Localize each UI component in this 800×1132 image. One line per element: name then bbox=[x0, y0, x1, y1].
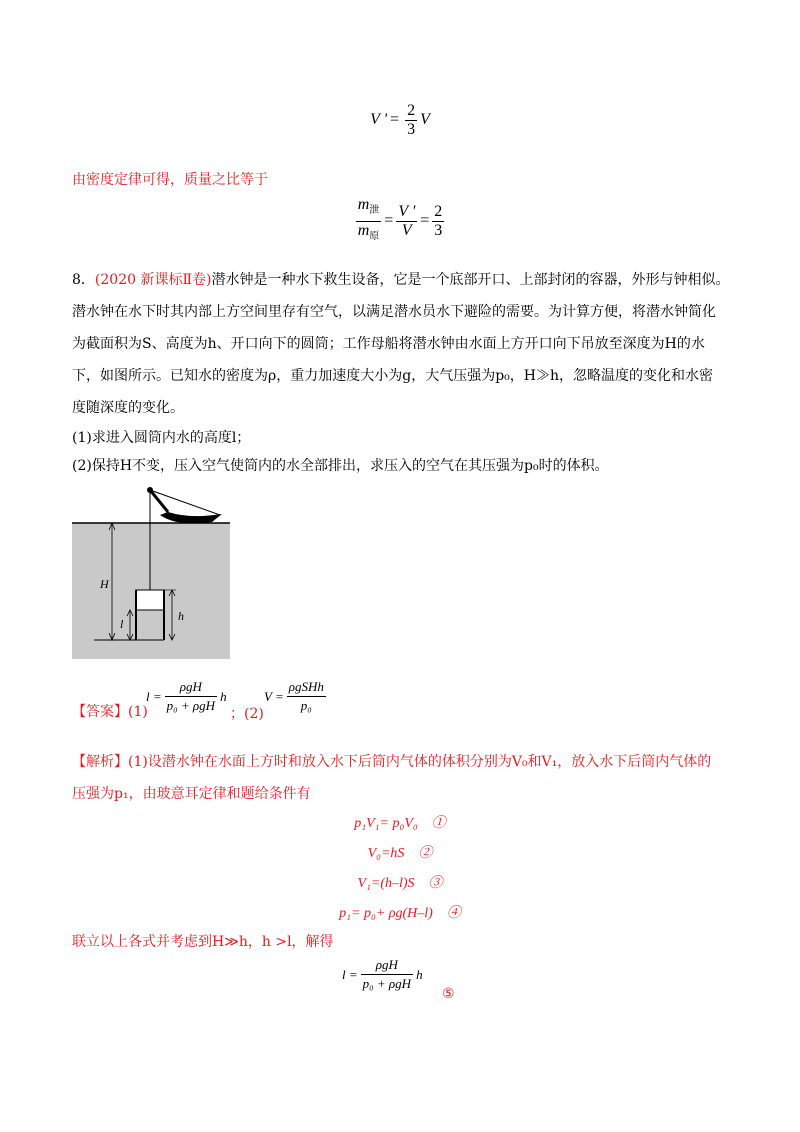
frac-den: 3 bbox=[434, 221, 443, 239]
problem-line-2: 潜水钟在水下时其内部上方空间里存有空气，以满足潜水员水下避险的需要。为计算方便，将潜水钟简化 bbox=[72, 304, 716, 320]
label-h: h bbox=[178, 609, 184, 623]
question-1: (1)求进入圆筒内水的高度l； bbox=[72, 430, 251, 446]
fraction-volume bbox=[396, 203, 417, 240]
eq-lhs: V ' bbox=[370, 111, 388, 128]
equation-4: p₁= p₀+ ρg(H–l) ④ bbox=[339, 906, 461, 921]
mass-sub-num: 泄 bbox=[369, 205, 380, 217]
problem-line-1 bbox=[72, 270, 729, 290]
analysis-line-2: 压强为p₁，由玻意耳定律和题给条件有 bbox=[72, 786, 311, 802]
equation-v-prime bbox=[340, 98, 460, 142]
mass-symbol: m bbox=[357, 221, 370, 239]
label-H: H bbox=[100, 577, 109, 591]
equation-2: V₀=hS ② bbox=[367, 846, 433, 861]
mass-symbol: m bbox=[357, 196, 370, 214]
mass-sub-den: 原 bbox=[369, 230, 380, 242]
frac-den: 3 bbox=[407, 120, 416, 138]
equation-3: V₁=(h–l)S ③ bbox=[357, 876, 443, 891]
problem-text-1: 潜水钟是一种水下救生设备，它是一个底部开口、上部封闭的容器，外形与钟相似。 bbox=[211, 272, 730, 288]
fraction-two-thirds bbox=[405, 102, 417, 139]
question-2: (2)保持H不变，压入空气使筒内的水全部排出，求压入的空气在其压强为p₀时的体积。 bbox=[72, 458, 609, 474]
eq-sign: = bbox=[390, 111, 400, 128]
frac-num: 2 bbox=[434, 202, 443, 220]
marker-5: ⑤ bbox=[442, 986, 455, 1002]
answer-formula-1: l = $\frac{\text{ρgH}}{\text{p₀ + ρgH}}$ h bbox=[146, 679, 227, 713]
problem-line-3: 为截面积为S、高度为h、开口向下的圆筒；工作母船将潜水钟由水面上方开口向下吊放至深度为H的水 bbox=[72, 336, 705, 352]
frac-den: V bbox=[401, 221, 412, 239]
analysis-line-1: 【解析】(1)设潜水钟在水面上方时和放入水下后筒内气体的体积分别为V₀和V₁，放入水下后筒内气体的 bbox=[72, 754, 712, 770]
equation-1: p₁V₁= p₀V₀ ① bbox=[354, 816, 446, 831]
label-l: l bbox=[120, 617, 124, 631]
combine-line: 联立以上各式并考虑到H≫h，h >l，解得 bbox=[72, 934, 334, 950]
eq-rhs: V bbox=[420, 111, 430, 128]
eq-sign: = bbox=[384, 212, 394, 229]
density-sentence: 由密度定律可得，质量之比等于 bbox=[72, 172, 268, 188]
problem-source: (2020 新课标Ⅱ卷) bbox=[94, 272, 212, 288]
fraction-two-thirds bbox=[432, 203, 444, 240]
answer-formula-2: V = $\frac{\text{ρgSHh}}{\text{p₀}}$ bbox=[264, 679, 324, 713]
frac-num: 2 bbox=[407, 101, 416, 119]
diving-bell-figure bbox=[72, 480, 232, 660]
answer-separator: ；(2) bbox=[230, 706, 264, 722]
problem-number: 8． bbox=[72, 272, 95, 288]
eq-sign: = bbox=[420, 212, 430, 229]
fraction-mass bbox=[356, 196, 382, 245]
mother-ship bbox=[160, 512, 222, 523]
air-space bbox=[136, 590, 164, 610]
frac-num: V ' bbox=[398, 202, 416, 220]
equation-mass-ratio bbox=[340, 198, 460, 244]
problem-line-5: 度随深度的变化。 bbox=[72, 400, 184, 416]
result-formula: l = $\frac{\text{ρgH}}{\text{p₀ + ρgH}}$ h bbox=[342, 957, 423, 991]
answer-label: 【答案】(1) bbox=[72, 704, 148, 720]
problem-line-4: 下，如图所示。已知水的密度为ρ，重力加速度大小为g，大气压强为p₀，H≫h，忽略温度的变化和水密 bbox=[72, 368, 713, 384]
